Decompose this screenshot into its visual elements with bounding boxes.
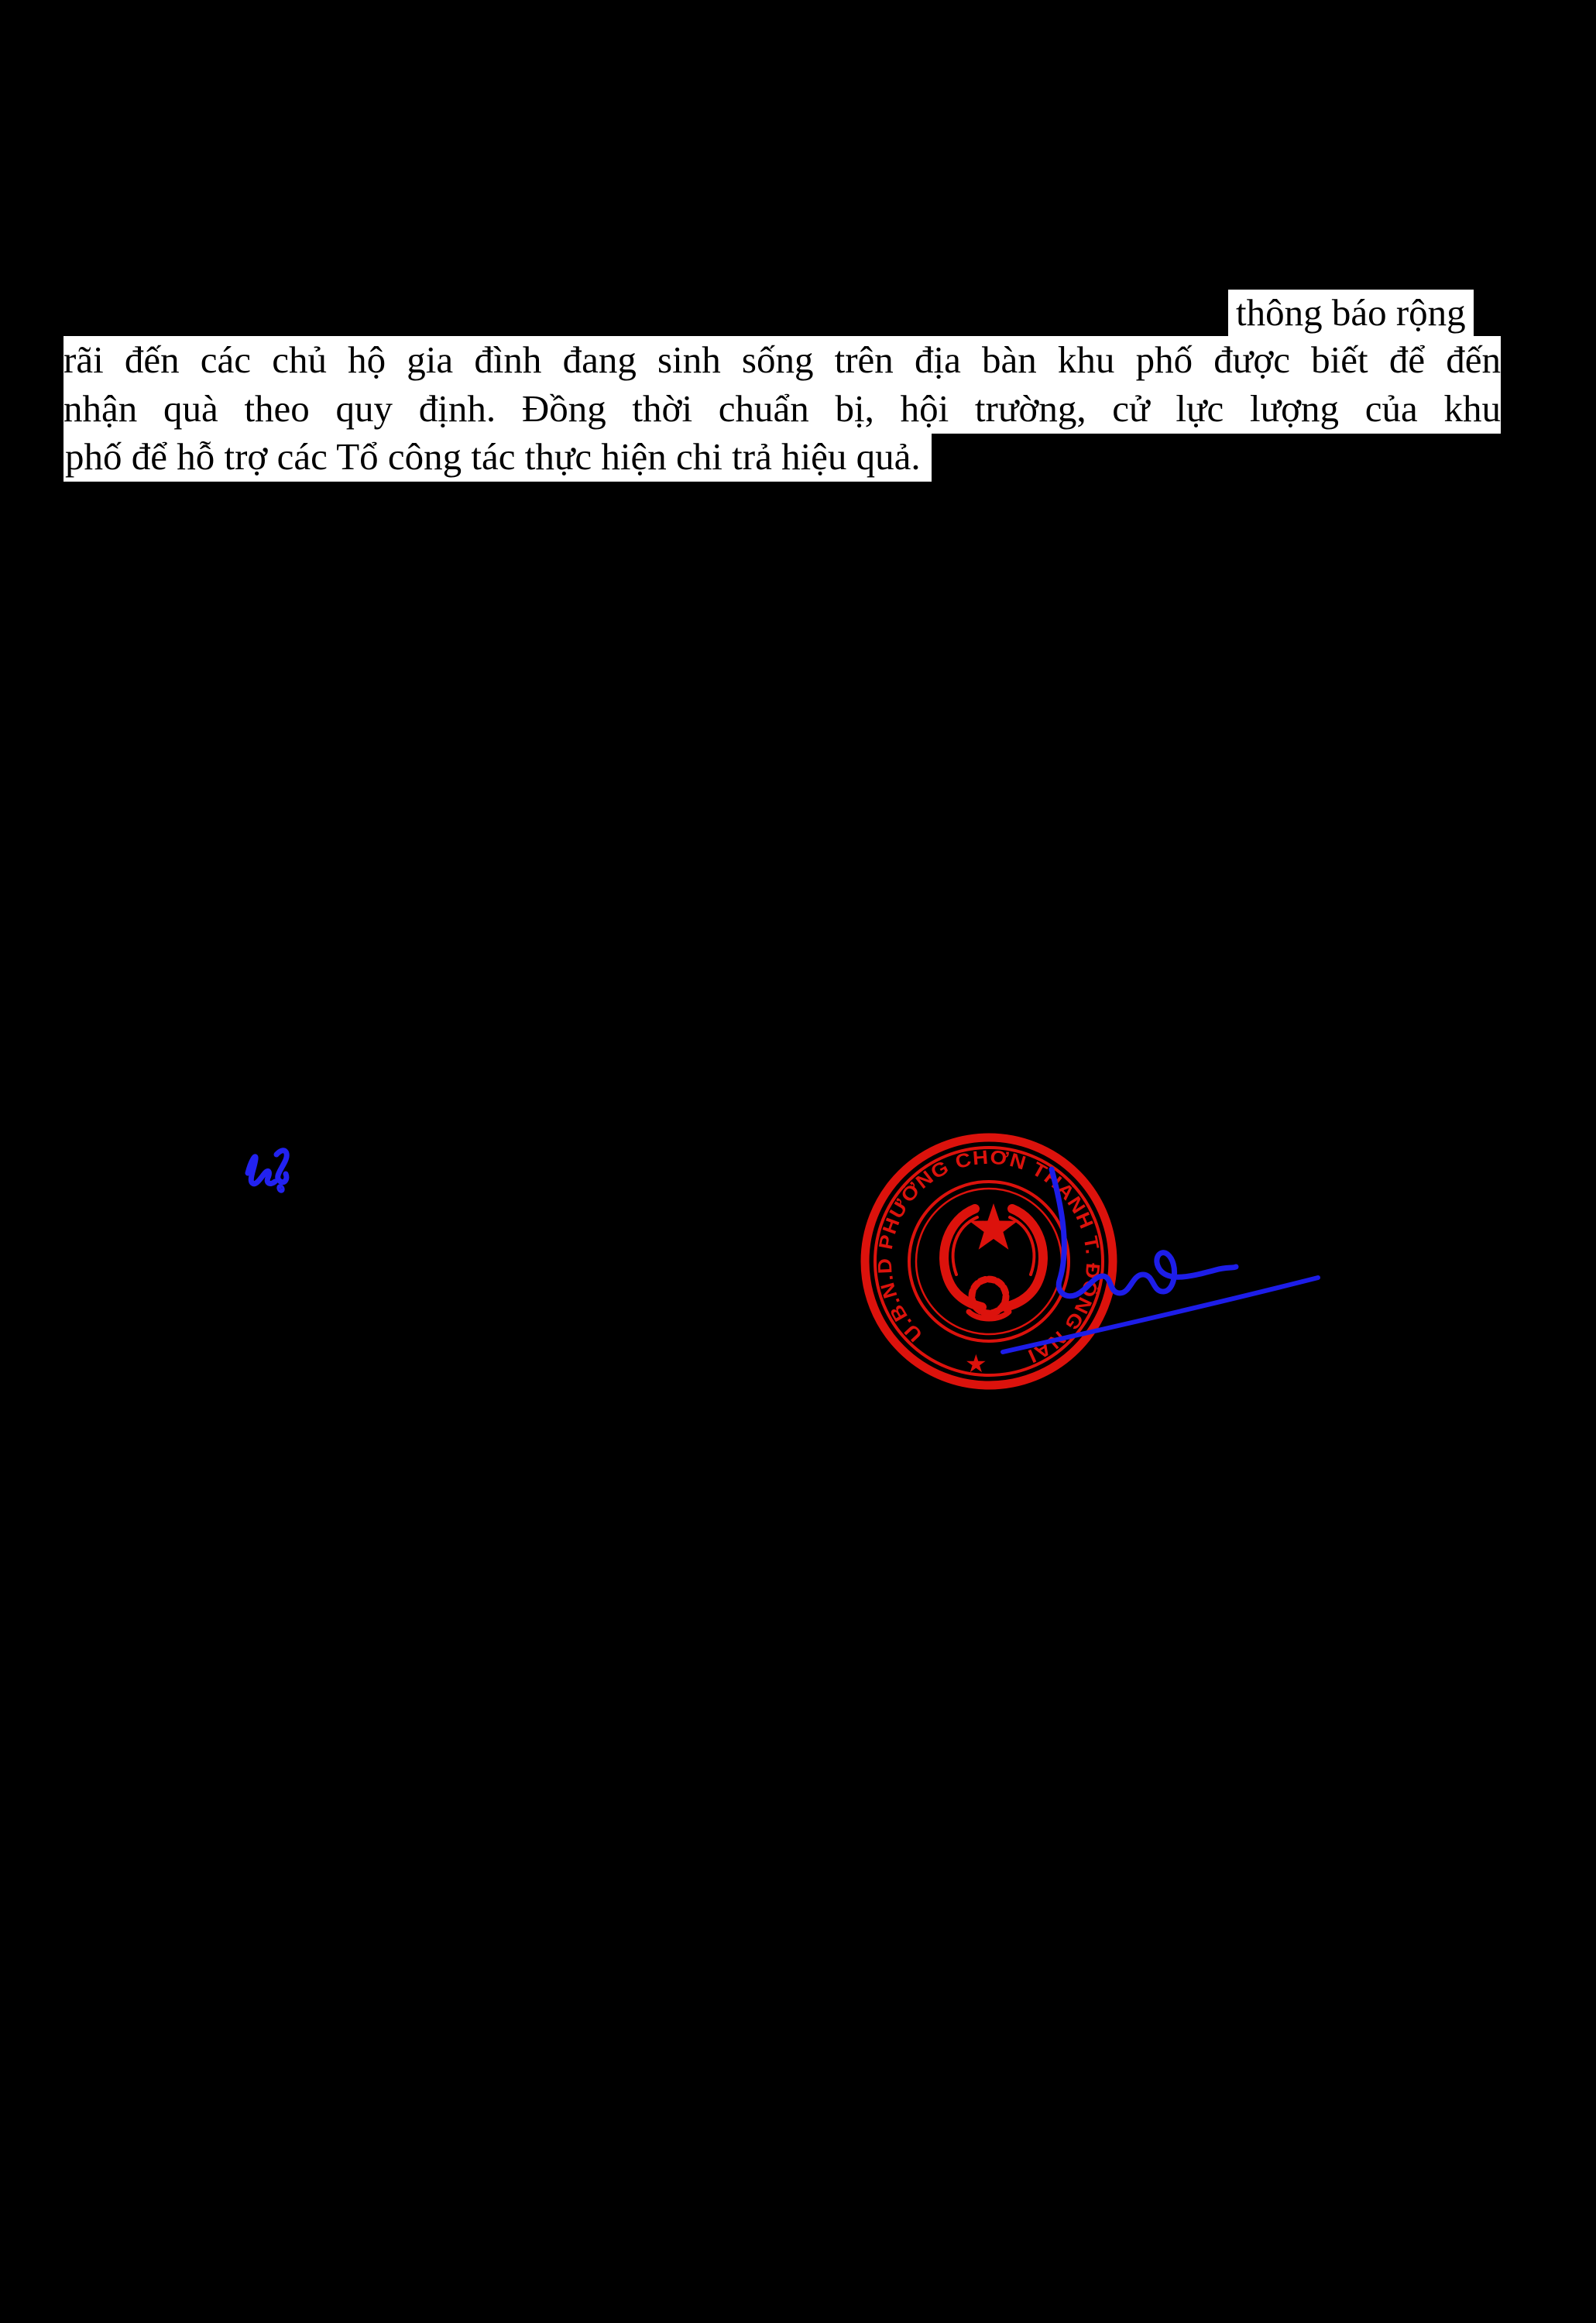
initials-signature xyxy=(232,1137,302,1206)
highlighted-text-line-4: phố để hỗ trợ các Tổ công tác thực hiện chi trả hiệu quả. xyxy=(63,434,932,482)
stamp-ring-text: U.B.N.D PHƯỜNG CHƠN THÀNH T. ĐỒNG NAI xyxy=(874,1146,1104,1367)
highlighted-text-line-3: nhận quà theo quy định. Đồng thời chuẩn bị, hội trường, cử lực lượng của khu xyxy=(63,384,1501,434)
signature xyxy=(960,1138,1363,1394)
highlighted-text-line-1: thông báo rộng xyxy=(1228,290,1474,336)
stamp-bottom-star-icon: ★ xyxy=(965,1350,987,1378)
signature-stroke xyxy=(1052,1169,1236,1296)
highlighted-text-line-2: rãi đến các chủ hộ gia đình đang sinh sống trên địa bàn khu phố được biết để đến xyxy=(63,336,1501,384)
